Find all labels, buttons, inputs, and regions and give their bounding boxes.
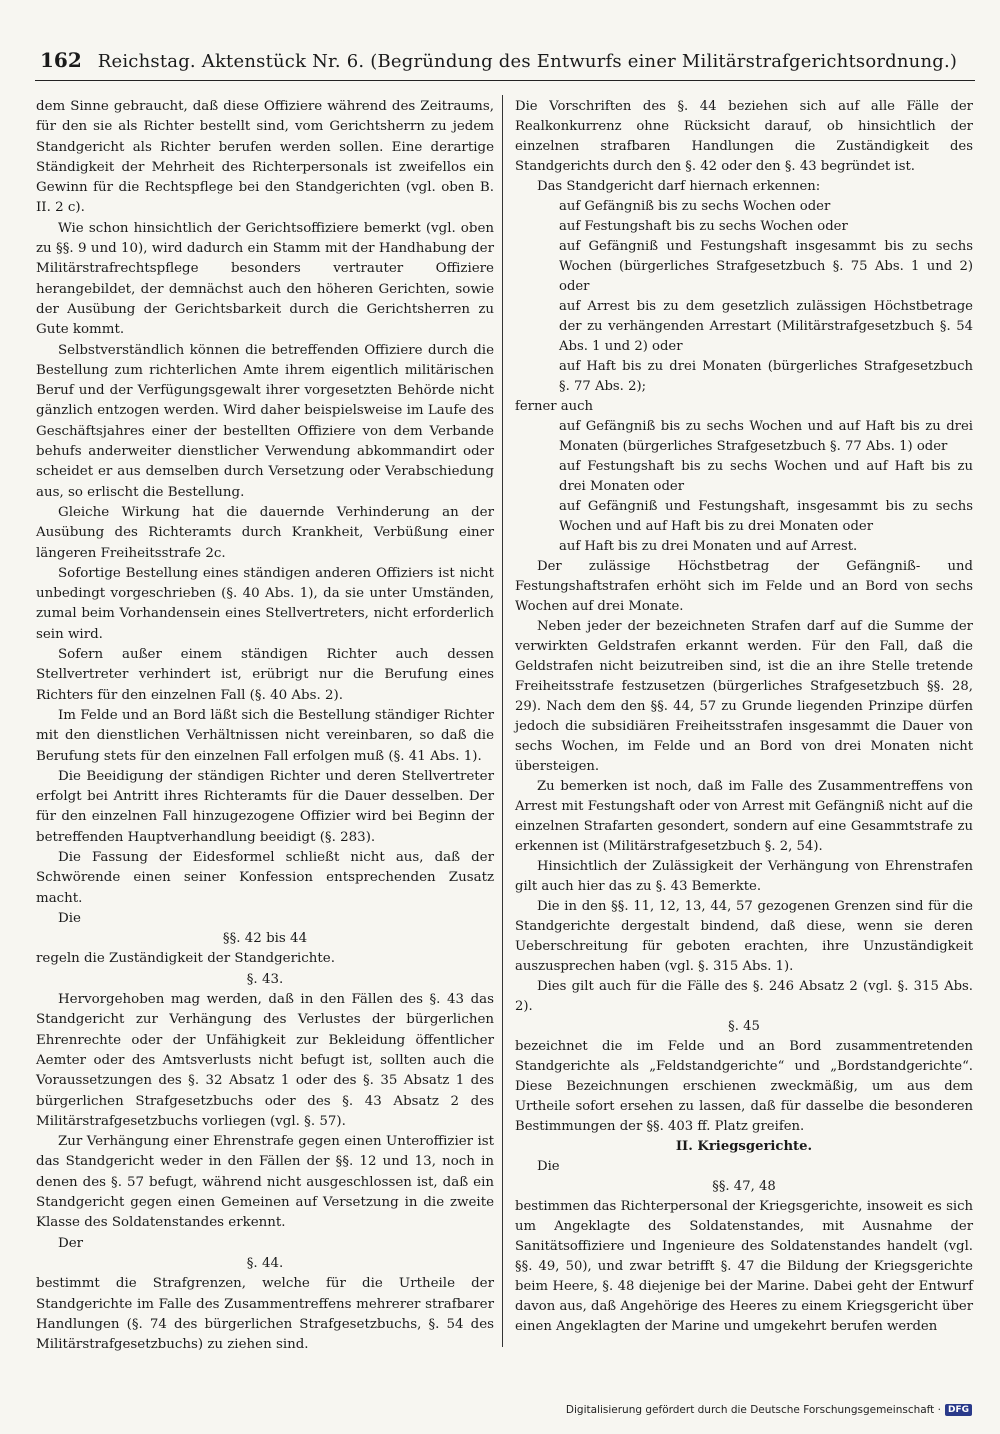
footer-credit: Digitalisierung gefördert durch die Deutsche Forschungsgemeinschaft ·	[565, 1404, 941, 1416]
paragraph: Zu bemerken ist noch, daß im Falle des Zusammentreffens von Arrest mit Festungshaft oder von Arrest mit Gefängniß nicht auf die einzelnen Strafarten gesondert, sondern auf eine Gesammtstrafe zu erkennen ist (Militärstrafgesetzbuch §. 2, 54).	[515, 779, 973, 854]
paragraph: Die Fassung der Eidesformel schließt nicht aus, daß der Schwörende einen seiner Konfession entsprechenden Zusatz macht.	[36, 849, 494, 906]
paragraph: ferner auch	[515, 399, 594, 414]
paragraph: bestimmen das Richterpersonal der Kriegsgerichte, insoweit es sich um Angeklagte des Soldatenstandes, mit Ausnahme der Sanitätsoffiziere und Ingenieure des Soldatenstandes handelt (vgl. §§. 49, 50), und zwar betrifft §. 47 die Bildung der Kriegsgerichte beim Heere, §. 48 diejenige bei der Marine. Dabei geht der Entwurf davon aus, daß Angehörige des Heeres zu einem Kriegsgericht über einen Angeklagten der Marine und umgekehrt berufen werden	[515, 1199, 973, 1334]
section-heading: §. 43.	[246, 971, 284, 987]
paragraph: bezeichnet die im Felde und an Bord zusammentretenden Standgerichte als „Feldstandgerichte“ und „Bordstandgerichte“. Diese Bezeichnungen erschienen zweckmäßig, um aus dem Urtheile sofort ersehen zu lassen, daß für dasselbe die besonderen Bestimmungen der §§. 403 ff. Platz greifen.	[515, 1039, 973, 1134]
paragraph: dem Sinne gebraucht, daß diese Offiziere während des Zeitraums, für den sie als Richter bestellt sind, vom Gerichtsherrn zu jedem Standgericht als Richter berufen werden sollen. Eine derartige Ständigkeit der Mehrheit des Richterpersonals ist zweifellos ein Gewinn für die Rechtspflege bei den Standgerichten (vgl. oben B. II. 2 c).	[36, 99, 494, 216]
paragraph: Hinsichtlich der Zulässigkeit der Verhängung von Ehrenstrafen gilt auch hier das zu §. 43 Bemerkte.	[515, 859, 973, 894]
paragraph: bestimmt die Strafgrenzen, welche für die Urtheile der Standgerichte im Falle des Zusammentreffens mehrerer strafbarer Handlungen (§. 74 des bürgerlichen Strafgesetzbuchs, §. 54 des Militärstrafgesetzbuchs) zu ziehen sind.	[36, 1276, 494, 1353]
paragraph: Sofern außer einem ständigen Richter auch dessen Stellvertreter verhindert ist, erübrigt nur die Berufung eines Richters für den einzelnen Fall (§. 40 Abs. 2).	[36, 647, 494, 703]
paragraph: Der	[58, 1235, 84, 1251]
header-rule	[35, 80, 975, 81]
list-item: auf Arrest bis zu dem gesetzlich zulässigen Höchstbetrage der zu verhängenden Arrestart (Militärstrafgesetzbuch §. 54 Abs. 1 und 2) oder	[559, 299, 973, 354]
chapter-heading: II. Kriegsgerichte.	[675, 1139, 813, 1154]
section-heading: §. 44.	[246, 1255, 284, 1271]
paragraph: Neben jeder der bezeichneten Strafen darf auf die Summe der verwirkten Geldstrafen erkannt werden. Für den Fall, daß die Geldstrafen nicht beizutreiben sind, ist die an ihre Stelle tretende Freiheitsstrafe festzusetzen (bürgerliches Strafgesetzbuch §§. 28, 29). Nach dem den §§. 44, 57 zu Grunde liegenden Prinzipe dürfen jedoch die subsidiären Freiheitsstrafen insgesammt die Dauer von sechs Wochen, im Felde und an Bord von drei Monaten nicht übersteigen.	[515, 619, 973, 774]
running-header	[40, 48, 975, 72]
list-item: auf Festungshaft bis zu sechs Wochen und auf Haft bis zu drei Monaten oder	[559, 459, 973, 494]
left-column	[36, 97, 494, 1355]
page-number: 162	[40, 48, 82, 72]
list-item: auf Gefängniß bis zu sechs Wochen und auf Haft bis zu drei Monaten (bürgerliches Strafgesetzbuch §. 77 Abs. 1) oder	[559, 419, 973, 454]
running-title: Reichstag. Aktenstück Nr. 6. (Begründung des Entwurfs einer Militärstrafgerichtsordnung.)	[97, 51, 958, 72]
paragraph: Selbstverständlich können die betreffenden Offiziere durch die Bestellung zum richterlichen Amte ihrem eigentlich militärischen Beruf und der Verfügungsgewalt ihrer vorgesetzten Behörde nicht gänzlich entzogen werden. Wird daher beispielsweise im Laufe des Geschäftsjahres einer der bestellten Offiziere von dem Verbande behufs anderweiter dienstlicher Verwendung abkommandirt oder scheidet er aus demselben durch Versetzung oder Verabschiedung aus, so erlischt die Bestellung.	[36, 342, 494, 500]
section-heading: §§. 47, 48	[712, 1179, 776, 1194]
column-divider	[502, 95, 503, 1347]
list-item: auf Haft bis zu drei Monaten und auf Arrest.	[559, 539, 858, 554]
paragraph: Die Beeidigung der ständigen Richter und deren Stellvertreter erfolgt bei Antritt ihres Richteramts für die Dauer desselben. Der für den einzelnen Fall hinzugezogene Offizier wird bei Beginn der betreffenden Hauptverhandlung beeidigt (§. 283).	[36, 768, 494, 845]
paragraph: Die	[58, 910, 81, 926]
paragraph: Der zulässige Höchstbetrag der Gefängniß- und Festungshaftstrafen erhöht sich im Felde und an Bord von sechs Wochen auf drei Monate.	[515, 559, 973, 614]
paragraph: Gleiche Wirkung hat die dauernde Verhinderung an der Ausübung des Richteramts durch Krankheit, Verbüßung einer längeren Freiheitsstrafe 2c.	[36, 504, 494, 561]
paragraph: Das Standgericht darf hiernach erkennen:	[537, 179, 821, 194]
paragraph: Dies gilt auch für die Fälle des §. 246 Absatz 2 (vgl. §. 315 Abs. 2).	[515, 979, 973, 1014]
list-item: auf Gefängniß und Festungshaft, insgesammt bis zu sechs Wochen und auf Haft bis zu drei Monaten oder	[559, 499, 973, 534]
paragraph: regeln die Zuständigkeit der Standgerichte.	[36, 951, 335, 967]
list-item: auf Festungshaft bis zu sechs Wochen oder	[559, 219, 848, 234]
list-item: auf Haft bis zu drei Monaten (bürgerliches Strafgesetzbuch §. 77 Abs. 2);	[559, 359, 973, 394]
paragraph: Im Felde und an Bord läßt sich die Bestellung ständiger Richter mit den dienstlichen Verhältnissen nicht vereinbaren, so daß die Berufung stets für den einzelnen Fall erfolgen muß (§. 41 Abs. 1).	[36, 707, 494, 764]
dfg-logo-icon: DFG	[945, 1404, 972, 1416]
paragraph: Die in den §§. 11, 12, 13, 44, 57 gezogenen Grenzen sind für die Standgerichte dergestalt bindend, daß diese, wenn sie deren Ueberschreitung für geboten erachten, ihre Unzuständigkeit auszusprechen haben (vgl. §. 315 Abs. 1).	[515, 899, 973, 974]
paragraph: Zur Verhängung einer Ehrenstrafe gegen einen Unteroffizier ist das Standgericht weder in den Fällen der §§. 12 und 13, noch in denen des §. 57 befugt, während nicht ausgeschlossen ist, daß ein Standgericht gegen einen Gemeinen auf Versetzung in die zweite Klasse des Soldatenstandes erkennt.	[36, 1134, 494, 1231]
paragraph: Die	[537, 1159, 560, 1174]
paragraph: Wie schon hinsichtlich der Gerichtsoffiziere bemerkt (vgl. oben zu §§. 9 und 10), wird dadurch ein Stamm mit der Handhabung der Militärstrafrechtspflege besonders vertrauter Offiziere herangebildet, der demnächst auch den höheren Gerichten, sowie der Ausübung der Gerichtsbarkeit durch die Gerichtsherren zu Gute kommt.	[36, 220, 494, 338]
footer	[566, 1404, 972, 1416]
right-column	[515, 97, 973, 1337]
paragraph: Hervorgehoben mag werden, daß in den Fällen des §. 43 das Standgericht zur Verhängung des Verlustes der bürgerlichen Ehrenrechte oder der Unfähigkeit zur Bekleidung öffentlicher Aemter oder des Amtsverlusts nicht befugt ist, sollten auch die Voraussetzungen des §. 32 Absatz 1 oder des §. 35 Absatz 1 des bürgerlichen Strafgesetzbuchs oder des §. 43 Absatz 2 des Militärstrafgesetzbuchs vorliegen (vgl. §. 57).	[36, 992, 494, 1129]
list-item: auf Gefängniß bis zu sechs Wochen oder	[559, 199, 831, 214]
list-item: auf Gefängniß und Festungshaft insgesammt bis zu sechs Wochen (bürgerliches Strafgesetzbuch §. 75 Abs. 1 und 2) oder	[559, 239, 973, 294]
paragraph: Die Vorschriften des §. 44 beziehen sich auf alle Fälle der Realkonkurrenz ohne Rücksicht darauf, ob hinsichtlich der einzelnen strafbaren Handlungen die Zuständigkeit des Standgerichts durch den §. 42 oder den §. 43 begründet ist.	[515, 99, 973, 174]
paragraph: Sofortige Bestellung eines ständigen anderen Offiziers ist nicht unbedingt vorgeschrieben (§. 40 Abs. 1), da sie unter Umständen, zumal beim Vorhandensein eines Stellvertreters, nicht erforderlich sein wird.	[36, 565, 494, 642]
section-heading: §§. 42 bis 44	[222, 931, 308, 947]
section-heading: §. 45	[728, 1019, 760, 1034]
